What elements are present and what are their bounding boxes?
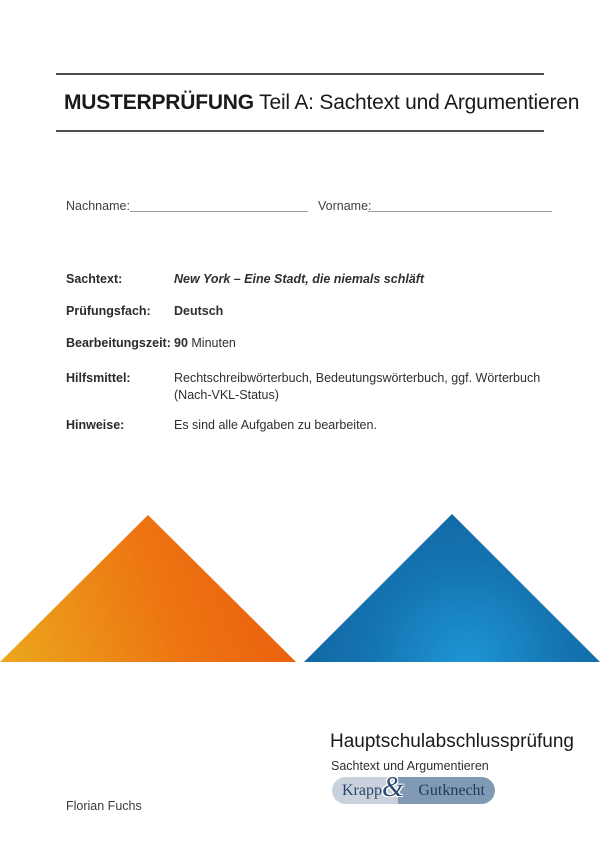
hilfsmittel-value	[174, 370, 554, 404]
title-emphasis: MUSTERPRÜFUNG	[64, 91, 254, 114]
pruefungsfach-label: Prüfungsfach:	[66, 304, 151, 318]
bearbeitungszeit-label: Bearbeitungszeit:	[66, 336, 171, 350]
bearbeitungszeit-unit: Minuten	[187, 336, 236, 350]
header-rule-top	[56, 73, 544, 75]
hilfsmittel-label: Hilfsmittel:	[66, 371, 131, 385]
sachtext-value: New York – Eine Stadt, die niemals schläft	[174, 272, 425, 286]
bearbeitungszeit-value	[174, 335, 554, 352]
blue-triangle-decoration	[304, 514, 600, 662]
series-subtitle: Sachtext und Argumentieren	[331, 759, 489, 773]
publisher-logo-pill	[332, 777, 495, 804]
pruefungsfach-value: Deutsch	[174, 304, 224, 318]
firstname-fill-in-line[interactable]	[368, 211, 552, 212]
publisher-logo	[332, 772, 495, 804]
ampersand-icon: &	[382, 772, 404, 803]
header-rule-bottom	[56, 130, 544, 132]
hinweise-value: Es sind alle Aufgaben zu bearbeiten.	[174, 418, 377, 432]
hinweise-label: Hinweise:	[66, 418, 125, 432]
name-row	[0, 199, 600, 219]
series-title: Hauptschulabschlussprüfung	[330, 731, 574, 752]
title-rest: Teil A: Sachtext und Argumentieren	[253, 91, 580, 114]
orange-triangle-decoration	[0, 515, 296, 662]
publisher-name-left: Krapp	[332, 777, 398, 804]
page-title	[64, 90, 580, 116]
hilfsmittel-value-line2: (Nach-VKL-Status)	[174, 388, 279, 402]
sachtext-label: Sachtext:	[66, 272, 123, 286]
author-name: Florian Fuchs	[66, 799, 142, 813]
lastname-fill-in-line[interactable]	[130, 211, 308, 212]
bearbeitungszeit-number: 90	[174, 336, 188, 350]
firstname-label: Vorname:	[318, 199, 372, 213]
hilfsmittel-value-line1: Rechtschreibwörterbuch, Bedeutungswörterbuch, ggf. Wörterbuch	[174, 371, 541, 385]
publisher-name-right: Gutknecht	[398, 777, 495, 804]
lastname-label: Nachname:	[66, 199, 130, 213]
